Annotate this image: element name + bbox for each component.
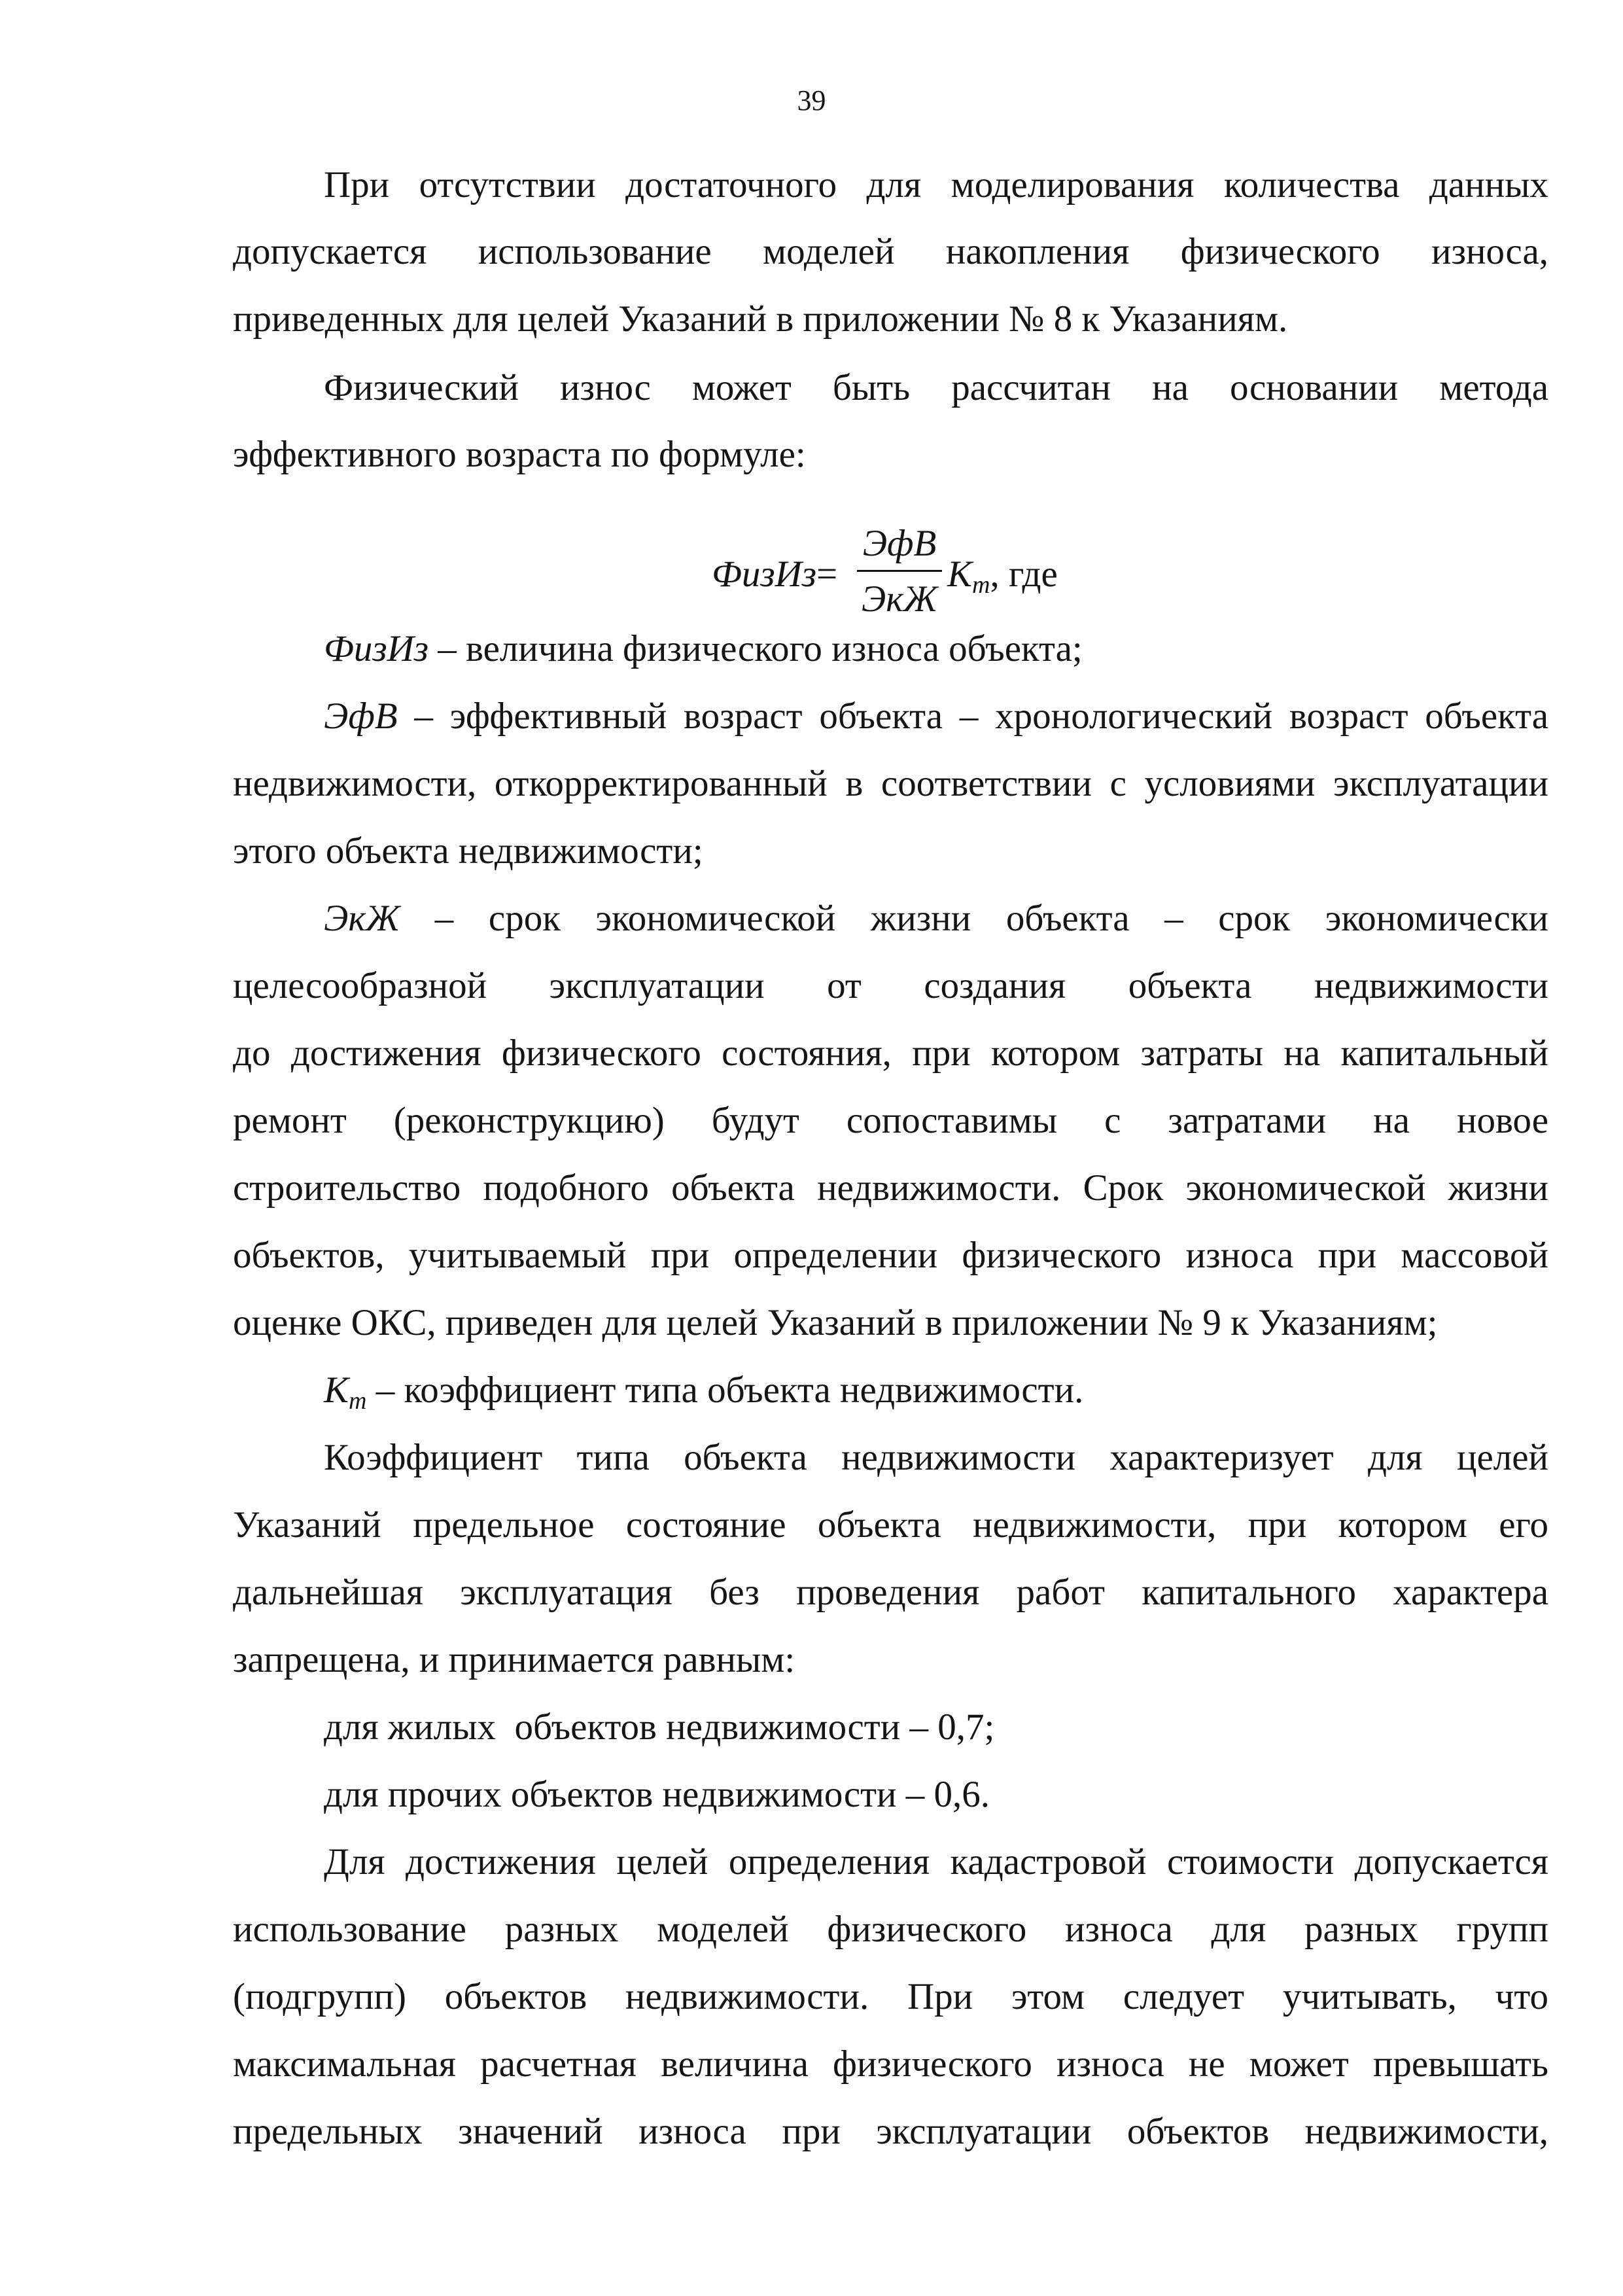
coef-line2: Указаний предельное состояние объекта недвижимости, при котором его: [233, 1504, 1548, 1545]
def-kt-letter: K: [324, 1369, 349, 1411]
last-line4: максимальная расчетная величина физического износа не может превышать: [233, 2043, 1548, 2085]
coef-line4: запрещена, и принимается равным:: [233, 1639, 795, 1680]
coef-line3: дальнейшая эксплуатация без проведения работ капитального характера: [233, 1572, 1548, 1613]
coef-item-residential: для жилых объектов недвижимости – 0,7;: [324, 1706, 995, 1748]
para1-line1: При отсутствии достаточного для моделирования количества данных: [324, 164, 1548, 205]
def-efv-text: – эффективный возраст объекта – хронологический возраст объекта: [397, 696, 1548, 737]
formula-rhs: [947, 553, 1058, 599]
formula-denominator: ЭкЖ: [861, 578, 938, 620]
para2-line1: Физический износ может быть рассчитан на основании метода: [324, 367, 1548, 408]
last-line3: (подгрупп) объектов недвижимости. При этом следует учитывать, что: [233, 1976, 1548, 2017]
def-kt: [324, 1364, 1548, 1427]
coef-item-other: для прочих объектов недвижимости – 0,6.: [324, 1774, 990, 1815]
formula-suffix: , где: [990, 554, 1058, 595]
para2-line2: эффективного возраста по формуле:: [233, 434, 806, 475]
def-ekzh-line4: ремонт (реконструкцию) будут сопоставимы с затратами на новое: [233, 1100, 1548, 1141]
def-fiziz: [324, 623, 1548, 675]
last-line5: предельных значений износа при эксплуатации объектов недвижимости,: [233, 2111, 1548, 2152]
def-fiziz-text: – величина физического износа объекта;: [428, 628, 1083, 669]
def-kt-text: – коэффициент типа объекта недвижимости.: [366, 1369, 1084, 1411]
def-ekzh-line5: строительство подобного объекта недвижимости. Срок экономической жизни: [233, 1167, 1548, 1209]
def-ekzh-line1: [324, 892, 1548, 945]
last-line2: использование разных моделей физического износа для разных групп: [233, 1909, 1548, 1950]
def-efv-line2: недвижимости, откорректированный в соответствии с условиями эксплуатации: [233, 763, 1548, 804]
formula-coef-letter: K: [947, 554, 973, 595]
formula-lhs-symbol: ФизИз: [712, 554, 816, 595]
def-fiziz-term: ФизИз: [324, 628, 428, 669]
def-efv-term: ЭфВ: [324, 696, 398, 737]
def-efv-line3: этого объекта недвижимости;: [233, 830, 703, 872]
formula-coefficient: [947, 554, 990, 599]
def-ekzh-line6: объектов, учитываемый при определении физического износа при массовой: [233, 1235, 1548, 1276]
def-efv-line1: [324, 690, 1548, 743]
def-ekzh-text: – срок экономической жизни объекта – срок экономически: [400, 898, 1548, 939]
formula-numerator: ЭфВ: [862, 523, 937, 564]
def-kt-term: [324, 1369, 367, 1415]
formula-fraction: [857, 520, 942, 623]
def-ekzh-term: ЭкЖ: [324, 898, 400, 939]
def-kt-subscript: т: [349, 1387, 367, 1415]
last-line1: Для достижения целей определения кадастровой стоимости допускается: [324, 1841, 1548, 1882]
def-ekzh-line3: до достижения физического состояния, при котором затраты на капитальный: [233, 1033, 1548, 1074]
formula-coef-subscript: т: [972, 571, 990, 599]
para1-line3: приведенных для целей Указаний в приложении № 8 к Указаниям.: [233, 298, 1288, 340]
def-ekzh-line2: целесообразной эксплуатации от создания объекта недвижимости: [233, 965, 1548, 1006]
formula-lhs: [712, 553, 837, 595]
formula-equals: =: [816, 554, 838, 595]
fraction-bar: [857, 570, 942, 572]
def-ekzh-line7: оценке ОКС, приведен для целей Указаний в приложении № 9 к Указаниям;: [233, 1302, 1438, 1343]
coef-line1: Коэффициент типа объекта недвижимости характеризует для целей: [324, 1437, 1548, 1478]
para1-line2: допускается использование моделей накопления физического износа,: [233, 231, 1548, 272]
page-number: 39: [797, 84, 826, 116]
